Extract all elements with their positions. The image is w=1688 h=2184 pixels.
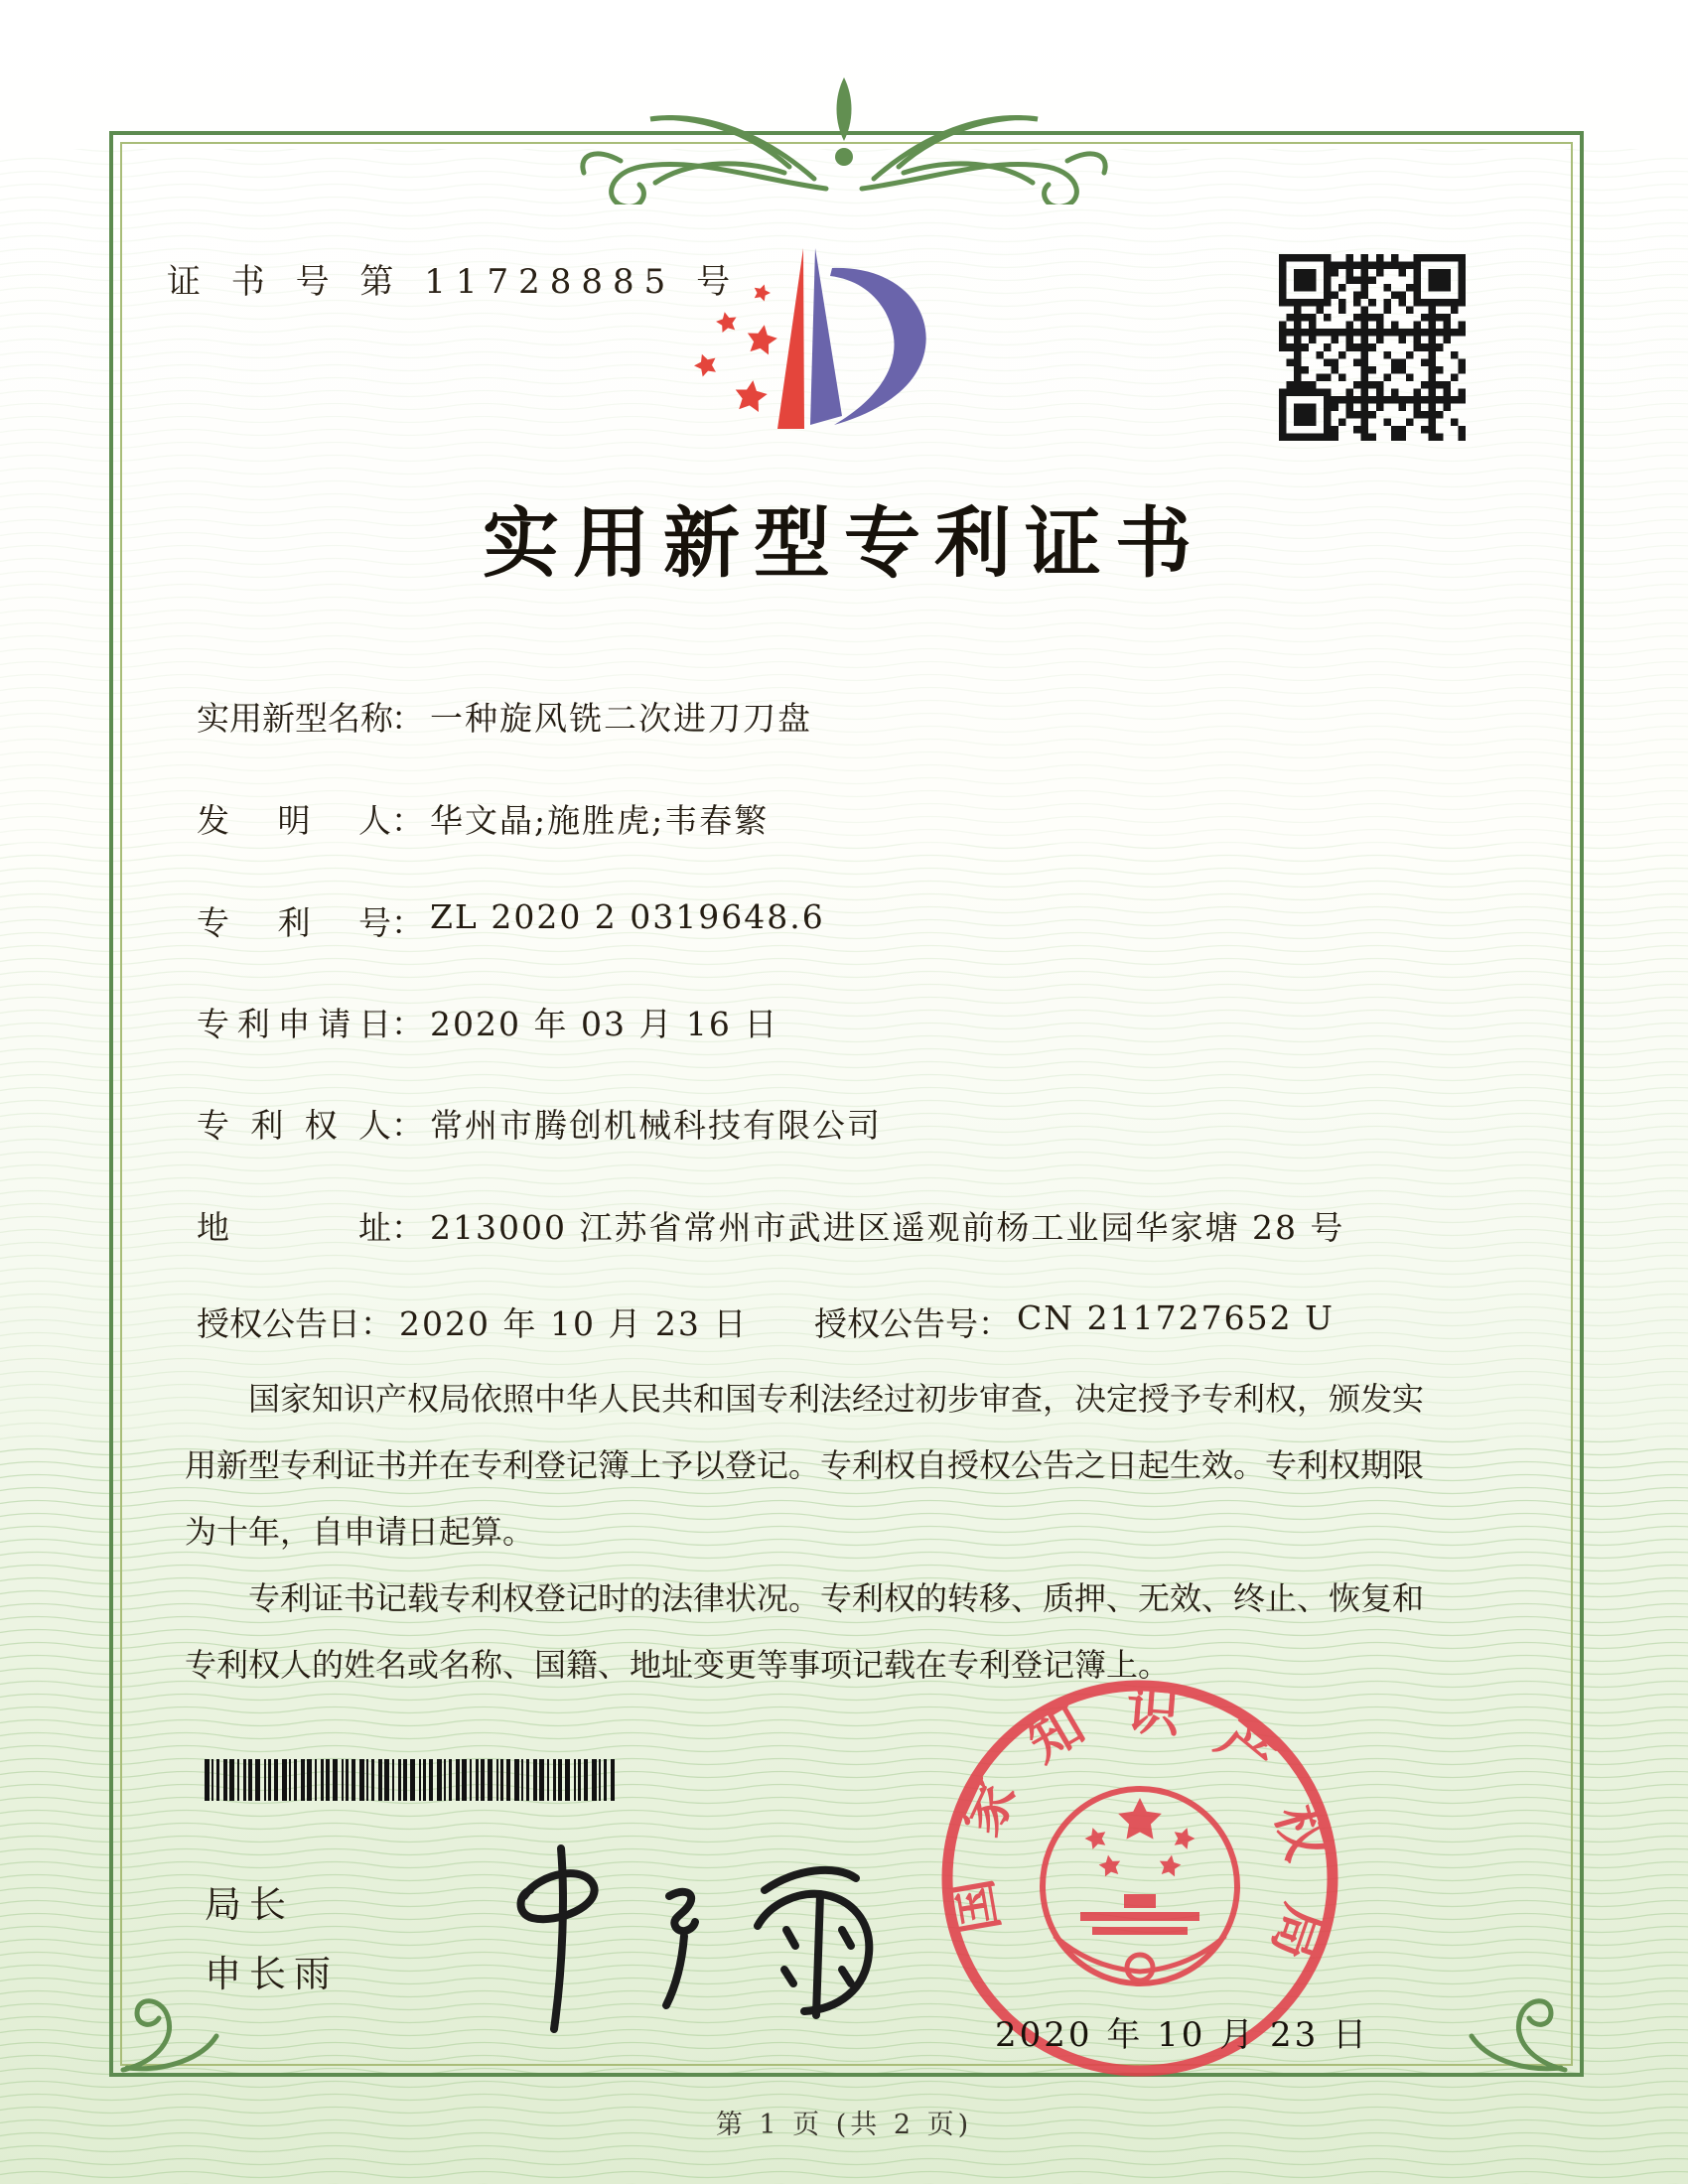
field-colon: ： [391, 1106, 424, 1145]
logo-stars [691, 282, 779, 413]
grant-date-label: 授权公告日 [197, 1304, 360, 1343]
field-row-utility-model-name [197, 693, 1487, 740]
grant-number-pair [814, 1298, 1335, 1345]
director-name-label: 申长雨 [205, 1953, 339, 1995]
legal-paragraph-2: 专利证书记载专利权登记时的法律状况。专利权的转移、质押、无效、终止、恢复和专利权人的姓名或名称、国籍、地址变更等事项记载在专利登记簿上。 [185, 1579, 1425, 1684]
seal-national-emblem [1043, 1789, 1237, 1983]
field-value: 一种旋风铣二次进刀刀盘 [430, 699, 812, 738]
logo-red-wedge [777, 248, 804, 429]
field-row-patent-number [197, 897, 1487, 944]
barcode [205, 1759, 618, 1801]
field-colon: ： [391, 903, 424, 942]
field-label: 专 利 权 人 [197, 1106, 391, 1145]
field-colon: ： [391, 801, 424, 840]
field-label: 专利申请日 [197, 1005, 391, 1043]
legal-text-block [185, 1366, 1424, 1699]
top-flourish-ornament [551, 66, 1137, 205]
field-value: 华文晶;施胜虎;韦春繁 [430, 801, 770, 840]
bottom-right-flourish [1462, 1980, 1571, 2075]
qr-code [1279, 254, 1466, 441]
field-colon: ： [391, 699, 424, 738]
field-value: ZL 2020 2 0319648.6 [430, 897, 825, 936]
field-label: 地 址 [197, 1208, 391, 1247]
seal-date: 2020 年 10 月 23 日 [995, 2015, 1370, 2055]
field-colon: ： [391, 1208, 424, 1247]
logo-p-bowl [830, 268, 926, 425]
page-number-footer: 第 1 页 (共 2 页) [715, 2110, 973, 2140]
director-signature [467, 1835, 933, 2063]
grant-number-value: CN 211727652 U [1017, 1298, 1335, 1337]
field-row-grant [197, 1298, 1487, 1345]
field-value: 213000 江苏省常州市武进区遥观前杨工业园华家塘 28 号 [430, 1208, 1345, 1247]
field-value: 2020 年 03 月 16 日 [430, 1005, 779, 1043]
field-row-inventors [197, 795, 1487, 842]
director-title-label: 局长 [205, 1883, 294, 1926]
field-value: 常州市腾创机械科技有限公司 [430, 1106, 882, 1145]
field-row-patentee [197, 1100, 1487, 1147]
field-label: 实用新型名称 [197, 699, 393, 738]
field-row-address [197, 1202, 1487, 1249]
grant-number-label: 授权公告号 [814, 1304, 978, 1343]
legal-paragraph-1: 国家知识产权局依照中华人民共和国专利法经过初步审查，决定授予专利权，颁发实用新型专利证书并在专利登记簿上予以登记。专利权自授权公告之日起生效。专利权期限为十年，自申请日起算。 [185, 1380, 1425, 1551]
field-label: 发 明 人 [197, 801, 391, 840]
field-colon: ： [391, 1005, 424, 1043]
field-colon: ： [978, 1304, 1011, 1343]
certificate-title: 实用新型专利证书 [483, 499, 1205, 589]
field-row-filing-date [197, 999, 1487, 1045]
certificate-number: 证 书 号 第 11728885 号 [167, 262, 741, 302]
grant-date-value: 2020 年 10 月 23 日 [399, 1304, 749, 1343]
field-colon: ： [360, 1304, 393, 1343]
seal-text: 国家知识产权局 [938, 1677, 1339, 1969]
cnipa-logo [685, 246, 929, 435]
field-label: 专 利 号 [197, 903, 391, 942]
